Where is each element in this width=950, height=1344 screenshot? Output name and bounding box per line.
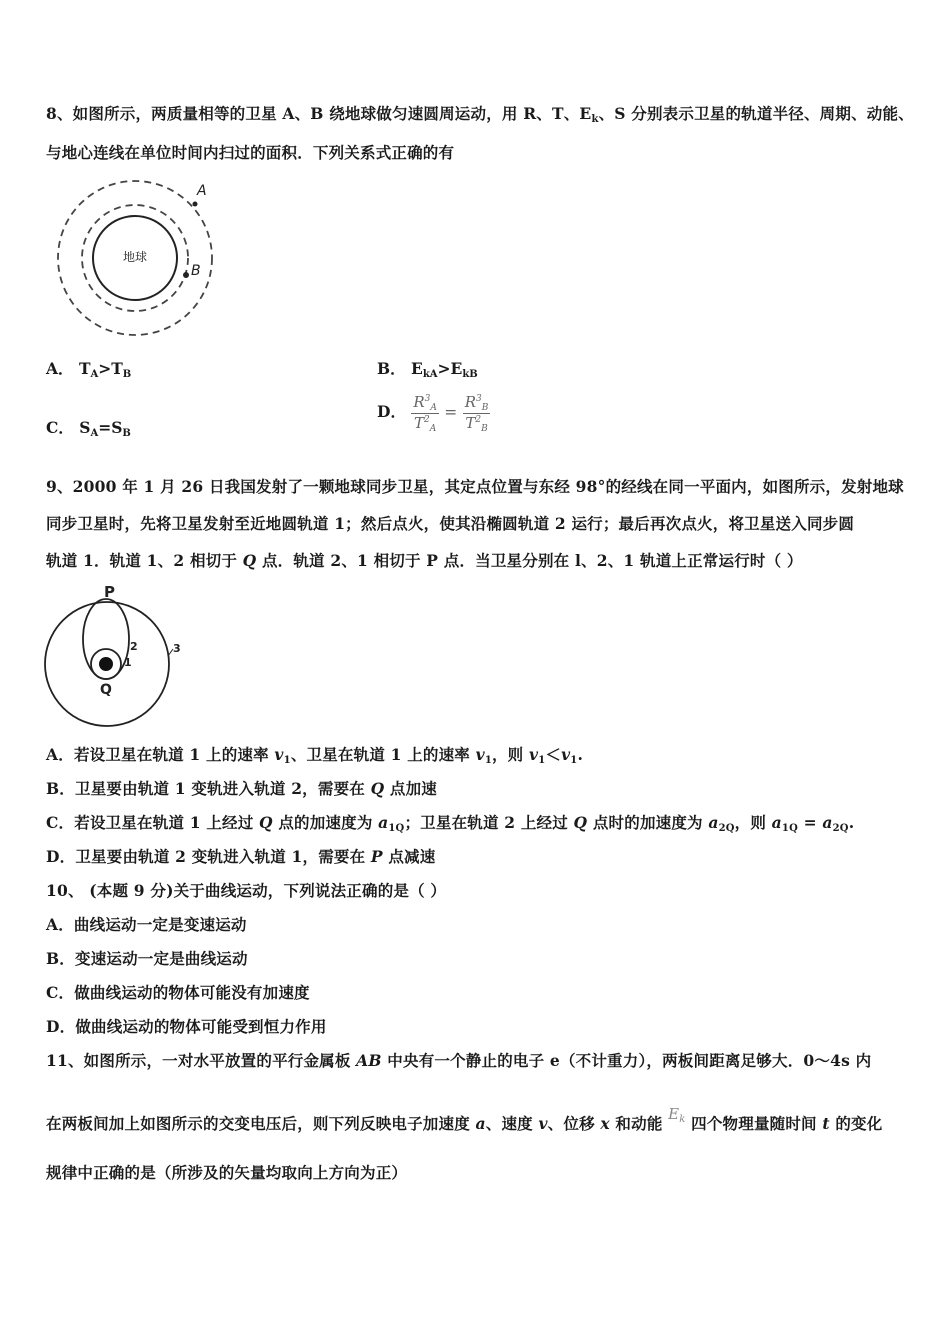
- q9-stem-line1: 9、2000 年 1 月 26 日我国发射了一颗地球同步卫星，其定点位置与东经 98°的经线在同一平面内，如图所示，发射地球: [46, 477, 904, 496]
- label-3: 3: [173, 642, 181, 655]
- q10-option-d[interactable]: D．做曲线运动的物体可能受到恒力作用: [46, 1017, 327, 1036]
- label-2: 2: [130, 640, 138, 653]
- q9-option-a[interactable]: A．若设卫星在轨道 1 上的速率 $v_1$、卫星在轨道 1 上的速率 $v_1$，则 $v_1<v_1$.: [46, 745, 584, 766]
- q11-stem-line1: 11、如图所示，一对水平放置的平行金属板 AB 中央有一个静止的电子 e（不计重力），两板间距离足够大．0～4s 内: [46, 1051, 872, 1070]
- label-q: Q: [100, 682, 112, 698]
- earth-label: 地球: [123, 250, 148, 264]
- q11-stem-line3: 规律中正确的是（所涉及的矢量均取向上方向为正）: [46, 1163, 408, 1182]
- label-p: P: [104, 583, 115, 601]
- q10-option-a[interactable]: A．曲线运动一定是变速运动: [46, 915, 247, 934]
- q8-option-b[interactable]: B． $E_{kA}>E_{kB}$: [377, 359, 478, 380]
- ek-symbol: $E_k$: [668, 1105, 686, 1125]
- fraction-b: $\frac{R^3_B}{T^2_B}$: [464, 393, 489, 434]
- q8-stem-line2: 与地心连线在单位时间内扫过的面积．下列关系式正确的有: [46, 143, 455, 162]
- earth-dot: [99, 657, 113, 671]
- fraction-a: $\frac{R^3_A}{T^2_A}$: [413, 393, 437, 434]
- q8-option-a[interactable]: A． $T_A>T_B$: [46, 359, 132, 380]
- q11-stem-line2: 在两板间加上如图所示的交变电压后，则下列反映电子加速度 a、速度 v、位移 x 和动能 $E_k$ 四个物理量随时间 t 的变化: [46, 1105, 883, 1133]
- q9-orbit-figure: [42, 582, 192, 730]
- q9-option-c[interactable]: C．若设卫星在轨道 1 上经过 Q 点的加速度为 $a_{1Q}$；卫星在轨道 2 上经过 Q 点时的加速度为 $a_{2Q}$，则 $a_{1Q} = a_{2Q}$.: [46, 813, 855, 834]
- q9-stem-line3: 轨道 1．轨道 1、2 相切于 Q 点．轨道 2、1 相切于 P 点．当卫星分别在 l、2、1 轨道上正常运行时（ ）: [46, 551, 803, 570]
- q10-option-b[interactable]: B．变速运动一定是曲线运动: [46, 949, 248, 968]
- label-b: B: [191, 263, 201, 279]
- satellite-a: [193, 202, 198, 207]
- q9-option-d[interactable]: D．卫星要由轨道 2 变轨进入轨道 1，需要在 P 点减速: [46, 847, 436, 866]
- q10-stem: 10、 (本题 9 分)关于曲线运动，下列说法正确的是（ ）: [46, 881, 447, 900]
- q8-option-c[interactable]: C． $S_A=S_B$: [46, 418, 131, 439]
- q9-option-b[interactable]: B．卫星要由轨道 1 变轨进入轨道 2，需要在 Q 点加速: [46, 779, 437, 798]
- satellite-b: [183, 272, 189, 278]
- q8-option-d[interactable]: D． $\frac{R^3_A}{T^2_A}$ = $\frac{R^3_B}{T^2_B}$: [377, 393, 489, 434]
- label-1: 1: [124, 656, 132, 669]
- q8-stem-line1: 8、如图所示，两质量相等的卫星 A、B 绕地球做匀速圆周运动，用 R、T、$E_k$、S 分别表示卫星的轨道半径、周期、动能、: [46, 104, 914, 125]
- q8-orbit-figure: [48, 178, 228, 343]
- label-a: A: [197, 183, 207, 199]
- q10-option-c[interactable]: C．做曲线运动的物体可能没有加速度: [46, 983, 310, 1002]
- q9-stem-line2: 同步卫星时，先将卫星发射至近地圆轨道 1；然后点火，使其沿椭圆轨道 2 运行；最后再次点火，将卫星送入同步圆: [46, 514, 855, 533]
